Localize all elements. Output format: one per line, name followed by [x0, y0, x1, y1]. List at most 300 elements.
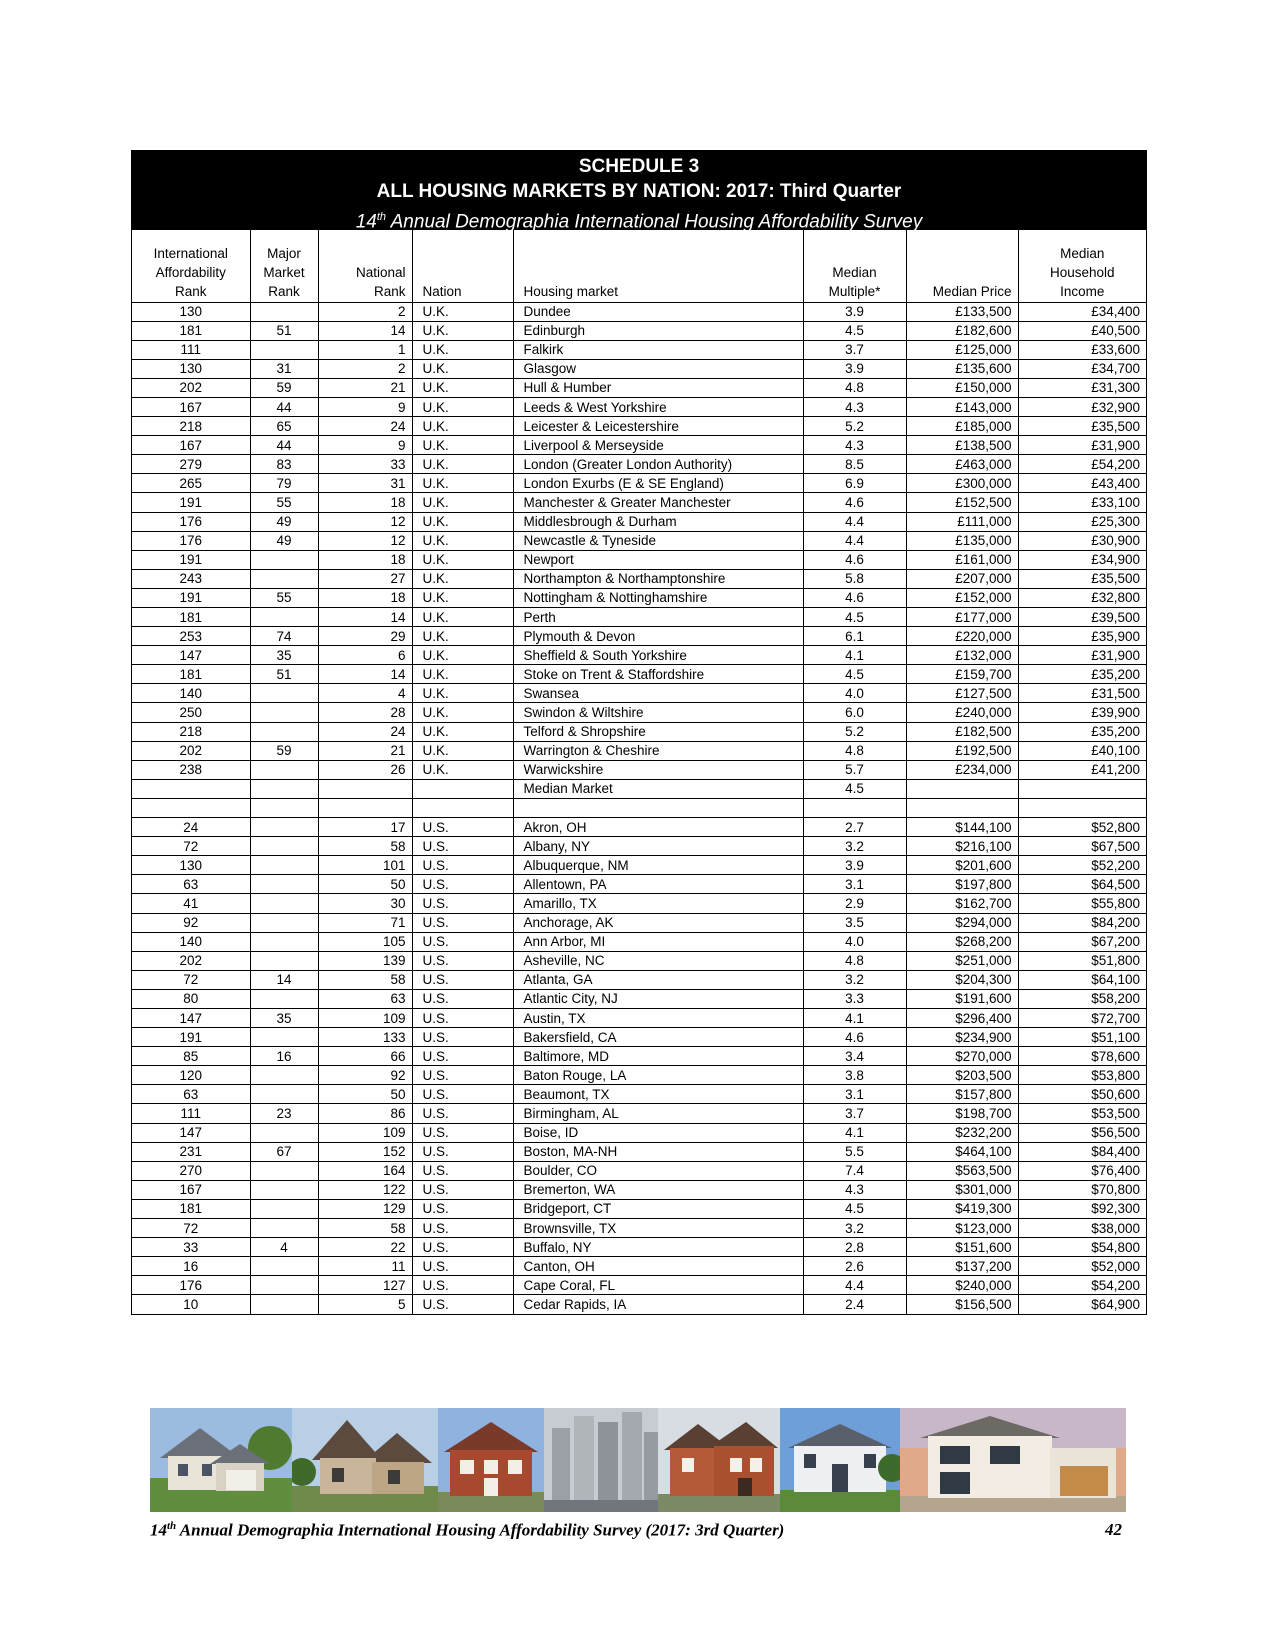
median-multiple-cell: 3.5: [803, 913, 906, 932]
median-income-cell: £30,900: [1018, 531, 1146, 550]
housing-market-cell: Beaumont, TX: [513, 1085, 803, 1104]
intl-rank-cell: 140: [132, 932, 250, 951]
housing-market-cell: Asheville, NC: [513, 951, 803, 970]
median-multiple-cell: 4.3: [803, 397, 906, 416]
housing-market-cell: [513, 798, 803, 817]
intl-rank-cell: 167: [132, 436, 250, 455]
housing-market-cell: Amarillo, TX: [513, 894, 803, 913]
housing-market-cell: Atlantic City, NJ: [513, 989, 803, 1008]
col-header-major-rank: Major Market Rank: [250, 230, 318, 302]
housing-market-cell: Median Market: [513, 779, 803, 798]
intl-rank-cell: 218: [132, 417, 250, 436]
major-rank-cell: 83: [250, 455, 318, 474]
major-rank-cell: 51: [250, 321, 318, 340]
nation-cell: U.K.: [412, 569, 513, 588]
major-rank-cell: [250, 703, 318, 722]
intl-rank-cell: 85: [132, 1047, 250, 1066]
intl-rank-cell: 181: [132, 608, 250, 627]
housing-market-cell: Swindon & Wiltshire: [513, 703, 803, 722]
nation-cell: U.S.: [412, 1295, 513, 1314]
header-row: [132, 230, 1146, 302]
median-price-cell: $201,600: [906, 856, 1018, 875]
major-rank-cell: [250, 951, 318, 970]
intl-rank-cell: 191: [132, 1028, 250, 1047]
page-number: 42: [1105, 1520, 1122, 1539]
table-row: [132, 1161, 1146, 1180]
median-price-cell: $216,100: [906, 837, 1018, 856]
national-rank-cell: 14: [318, 608, 412, 627]
nation-cell: U.K.: [412, 550, 513, 569]
table-row: [132, 321, 1146, 340]
major-rank-cell: [250, 1161, 318, 1180]
nation-cell: U.K.: [412, 741, 513, 760]
col-header-nation: Nation: [412, 230, 513, 302]
table-row: [132, 1180, 1146, 1199]
major-rank-cell: 59: [250, 741, 318, 760]
median-income-cell: £43,400: [1018, 474, 1146, 493]
housing-market-cell: Cedar Rapids, IA: [513, 1295, 803, 1314]
schedule-table-frame: [131, 150, 1147, 1315]
table-row: [132, 512, 1146, 531]
median-multiple-cell: 5.5: [803, 1142, 906, 1161]
intl-rank-cell: 147: [132, 646, 250, 665]
house-photo: [438, 1408, 544, 1512]
median-income-cell: $54,800: [1018, 1238, 1146, 1257]
median-price-cell: [906, 779, 1018, 798]
national-rank-cell: 22: [318, 1238, 412, 1257]
national-rank-cell: 4: [318, 684, 412, 703]
national-rank-cell: 14: [318, 321, 412, 340]
major-rank-cell: [250, 684, 318, 703]
major-rank-cell: [250, 913, 318, 932]
major-rank-cell: 49: [250, 531, 318, 550]
nation-cell: U.K.: [412, 531, 513, 550]
median-price-cell: $294,000: [906, 913, 1018, 932]
median-multiple-cell: 5.8: [803, 569, 906, 588]
nation-cell: U.K.: [412, 340, 513, 359]
intl-rank-cell: 176: [132, 512, 250, 531]
median-income-cell: $53,800: [1018, 1066, 1146, 1085]
nation-cell: U.K.: [412, 302, 513, 321]
table-row: [132, 1123, 1146, 1142]
housing-market-cell: Baltimore, MD: [513, 1047, 803, 1066]
median-price-cell: $301,000: [906, 1180, 1018, 1199]
median-multiple-cell: 4.1: [803, 646, 906, 665]
national-rank-cell: 58: [318, 970, 412, 989]
major-rank-cell: [250, 837, 318, 856]
major-rank-cell: 35: [250, 646, 318, 665]
intl-rank-cell: 33: [132, 1238, 250, 1257]
median-multiple-cell: 7.4: [803, 1161, 906, 1180]
major-rank-cell: [250, 1180, 318, 1199]
median-income-cell: £32,900: [1018, 397, 1146, 416]
table-row: [132, 798, 1146, 817]
intl-rank-cell: 176: [132, 1276, 250, 1295]
major-rank-cell: [250, 569, 318, 588]
national-rank-cell: 21: [318, 378, 412, 397]
house-photo: [658, 1408, 780, 1512]
median-income-cell: $64,100: [1018, 970, 1146, 989]
intl-rank-cell: 181: [132, 1199, 250, 1218]
median-multiple-cell: 4.5: [803, 1199, 906, 1218]
table-row: [132, 1295, 1146, 1314]
national-rank-cell: 14: [318, 665, 412, 684]
nation-cell: U.S.: [412, 837, 513, 856]
intl-rank-cell: 72: [132, 1219, 250, 1238]
median-price-cell: £111,000: [906, 512, 1018, 531]
table-row: [132, 1219, 1146, 1238]
intl-rank-cell: 80: [132, 989, 250, 1008]
national-rank-cell: 86: [318, 1104, 412, 1123]
housing-market-cell: Swansea: [513, 684, 803, 703]
median-income-cell: £35,500: [1018, 417, 1146, 436]
median-price-cell: $157,800: [906, 1085, 1018, 1104]
col-header-income: Median Household Income: [1018, 230, 1146, 302]
median-multiple-cell: 4.3: [803, 436, 906, 455]
median-price-cell: $151,600: [906, 1238, 1018, 1257]
national-rank-cell: 9: [318, 436, 412, 455]
median-price-cell: £234,000: [906, 760, 1018, 779]
table-row: [132, 474, 1146, 493]
median-multiple-cell: 3.9: [803, 359, 906, 378]
national-rank-cell: 9: [318, 397, 412, 416]
housing-market-cell: Perth: [513, 608, 803, 627]
housing-market-cell: Newport: [513, 550, 803, 569]
housing-market-cell: Leicester & Leicestershire: [513, 417, 803, 436]
table-row: [132, 417, 1146, 436]
housing-market-cell: Ann Arbor, MI: [513, 932, 803, 951]
footer-title: Annual Demographia International Housing Affordability Survey (2017: 3rd Quarter): [176, 1520, 785, 1540]
table-row: [132, 970, 1146, 989]
median-income-cell: £34,900: [1018, 550, 1146, 569]
major-rank-cell: [250, 779, 318, 798]
intl-rank-cell: 202: [132, 741, 250, 760]
major-rank-cell: 44: [250, 436, 318, 455]
median-price-cell: £192,500: [906, 741, 1018, 760]
table-row: [132, 646, 1146, 665]
median-price-cell: £135,000: [906, 531, 1018, 550]
major-rank-cell: 49: [250, 512, 318, 531]
national-rank-cell: 26: [318, 760, 412, 779]
nation-cell: U.K.: [412, 703, 513, 722]
intl-rank-cell: 250: [132, 703, 250, 722]
nation-cell: U.K.: [412, 493, 513, 512]
major-rank-cell: [250, 760, 318, 779]
median-multiple-cell: 4.6: [803, 493, 906, 512]
housing-market-cell: Falkirk: [513, 340, 803, 359]
intl-rank-cell: 147: [132, 1123, 250, 1142]
national-rank-cell: 12: [318, 512, 412, 531]
national-rank-cell: 152: [318, 1142, 412, 1161]
median-multiple-cell: 4.5: [803, 321, 906, 340]
major-rank-cell: 65: [250, 417, 318, 436]
intl-rank-cell: 253: [132, 627, 250, 646]
median-price-cell: £135,600: [906, 359, 1018, 378]
national-rank-cell: 122: [318, 1180, 412, 1199]
table-row: [132, 436, 1146, 455]
median-income-cell: £39,900: [1018, 703, 1146, 722]
major-rank-cell: [250, 875, 318, 894]
median-multiple-cell: 2.6: [803, 1257, 906, 1276]
intl-rank-cell: 24: [132, 818, 250, 837]
median-multiple-cell: 4.1: [803, 1008, 906, 1027]
national-rank-cell: 28: [318, 703, 412, 722]
nation-cell: U.K.: [412, 512, 513, 531]
table-row: [132, 397, 1146, 416]
table-row: [132, 684, 1146, 703]
nation-cell: U.K.: [412, 588, 513, 607]
col-header-price: Median Price: [906, 230, 1018, 302]
intl-rank-cell: 130: [132, 359, 250, 378]
median-multiple-cell: 4.1: [803, 1123, 906, 1142]
table-row: [132, 741, 1146, 760]
median-multiple-cell: 4.6: [803, 550, 906, 569]
intl-rank-cell: 191: [132, 588, 250, 607]
median-price-cell: £125,000: [906, 340, 1018, 359]
housing-market-cell: Cape Coral, FL: [513, 1276, 803, 1295]
housing-market-cell: Boise, ID: [513, 1123, 803, 1142]
median-income-cell: $67,200: [1018, 932, 1146, 951]
nation-cell: U.S.: [412, 1085, 513, 1104]
nation-cell: U.K.: [412, 455, 513, 474]
schedule-banner: [132, 151, 1146, 233]
housing-market-cell: Warrington & Cheshire: [513, 741, 803, 760]
national-rank-cell: 50: [318, 1085, 412, 1104]
national-rank-cell: [318, 779, 412, 798]
national-rank-cell: 21: [318, 741, 412, 760]
median-income-cell: $54,200: [1018, 1276, 1146, 1295]
median-income-cell: $56,500: [1018, 1123, 1146, 1142]
table-body: [132, 302, 1146, 1314]
national-rank-cell: 24: [318, 722, 412, 741]
nation-cell: U.S.: [412, 894, 513, 913]
major-rank-cell: [250, 1219, 318, 1238]
median-multiple-cell: 4.4: [803, 512, 906, 531]
table-row: [132, 378, 1146, 397]
major-rank-cell: 55: [250, 493, 318, 512]
housing-market-cell: Akron, OH: [513, 818, 803, 837]
median-income-cell: £41,200: [1018, 760, 1146, 779]
major-rank-cell: 31: [250, 359, 318, 378]
nation-cell: U.K.: [412, 417, 513, 436]
median-multiple-cell: 3.2: [803, 837, 906, 856]
median-multiple-cell: 4.6: [803, 1028, 906, 1047]
table-row: [132, 627, 1146, 646]
nation-cell: U.S.: [412, 1257, 513, 1276]
nation-cell: U.K.: [412, 436, 513, 455]
housing-market-cell: Manchester & Greater Manchester: [513, 493, 803, 512]
national-rank-cell: 139: [318, 951, 412, 970]
table-row: [132, 1104, 1146, 1123]
intl-rank-cell: 120: [132, 1066, 250, 1085]
median-income-cell: $50,600: [1018, 1085, 1146, 1104]
median-multiple-cell: 2.8: [803, 1238, 906, 1257]
median-price-cell: $156,500: [906, 1295, 1018, 1314]
nation-cell: U.S.: [412, 818, 513, 837]
median-price-cell: £161,000: [906, 550, 1018, 569]
intl-rank-cell: 130: [132, 856, 250, 875]
intl-rank-cell: 238: [132, 760, 250, 779]
intl-rank-cell: 10: [132, 1295, 250, 1314]
median-multiple-cell: [803, 798, 906, 817]
national-rank-cell: 1: [318, 340, 412, 359]
intl-rank-cell: [132, 798, 250, 817]
median-income-cell: $64,900: [1018, 1295, 1146, 1314]
housing-market-cell: Leeds & West Yorkshire: [513, 397, 803, 416]
table-row: [132, 951, 1146, 970]
house-photo: [900, 1408, 1126, 1512]
house-photo: [544, 1408, 658, 1512]
table-row: [132, 760, 1146, 779]
intl-rank-cell: 72: [132, 970, 250, 989]
median-price-cell: $234,900: [906, 1028, 1018, 1047]
national-rank-cell: 5: [318, 1295, 412, 1314]
median-multiple-cell: 4.5: [803, 665, 906, 684]
national-rank-cell: 30: [318, 894, 412, 913]
nation-cell: [412, 798, 513, 817]
major-rank-cell: [250, 1066, 318, 1085]
table-row: [132, 550, 1146, 569]
major-rank-cell: [250, 302, 318, 321]
median-price-cell: $198,700: [906, 1104, 1018, 1123]
median-price-cell: £138,500: [906, 436, 1018, 455]
median-income-cell: [1018, 779, 1146, 798]
intl-rank-cell: 176: [132, 531, 250, 550]
major-rank-cell: [250, 1123, 318, 1142]
intl-rank-cell: 16: [132, 1257, 250, 1276]
table-row: [132, 1028, 1146, 1047]
median-multiple-cell: 4.8: [803, 951, 906, 970]
major-rank-cell: [250, 932, 318, 951]
median-income-cell: $38,000: [1018, 1219, 1146, 1238]
intl-rank-cell: 279: [132, 455, 250, 474]
intl-rank-cell: 111: [132, 340, 250, 359]
nation-cell: U.K.: [412, 684, 513, 703]
nation-cell: U.S.: [412, 856, 513, 875]
table-row: [132, 894, 1146, 913]
median-multiple-cell: 4.3: [803, 1180, 906, 1199]
median-income-cell: £35,500: [1018, 569, 1146, 588]
table-row: [132, 1238, 1146, 1257]
table-row: [132, 932, 1146, 951]
nation-cell: U.K.: [412, 665, 513, 684]
median-income-cell: $51,800: [1018, 951, 1146, 970]
housing-market-cell: Albuquerque, NM: [513, 856, 803, 875]
nation-cell: U.K.: [412, 608, 513, 627]
nation-cell: U.S.: [412, 1008, 513, 1027]
major-rank-cell: 4: [250, 1238, 318, 1257]
major-rank-cell: [250, 856, 318, 875]
median-multiple-cell: 2.9: [803, 894, 906, 913]
major-rank-cell: [250, 818, 318, 837]
housing-market-cell: Sheffield & South Yorkshire: [513, 646, 803, 665]
median-multiple-cell: 6.0: [803, 703, 906, 722]
median-income-cell: £31,500: [1018, 684, 1146, 703]
housing-market-cell: London (Greater London Authority): [513, 455, 803, 474]
intl-rank-cell: 63: [132, 875, 250, 894]
median-price-cell: $251,000: [906, 951, 1018, 970]
nation-cell: U.K.: [412, 722, 513, 741]
median-price-cell: £152,000: [906, 588, 1018, 607]
national-rank-cell: 58: [318, 1219, 412, 1238]
median-income-cell: £40,100: [1018, 741, 1146, 760]
national-rank-cell: 24: [318, 417, 412, 436]
major-rank-cell: [250, 608, 318, 627]
housing-market-cell: Boston, MA-NH: [513, 1142, 803, 1161]
median-income-cell: $67,500: [1018, 837, 1146, 856]
major-rank-cell: 74: [250, 627, 318, 646]
median-price-cell: £185,000: [906, 417, 1018, 436]
major-rank-cell: [250, 550, 318, 569]
housing-market-cell: Buffalo, NY: [513, 1238, 803, 1257]
intl-rank-cell: 191: [132, 550, 250, 569]
nation-cell: U.K.: [412, 359, 513, 378]
table-row: [132, 493, 1146, 512]
table-row: [132, 588, 1146, 607]
intl-rank-cell: 270: [132, 1161, 250, 1180]
median-price-cell: $204,300: [906, 970, 1018, 989]
median-price-cell: [906, 798, 1018, 817]
median-income-cell: £54,200: [1018, 455, 1146, 474]
median-price-cell: $563,500: [906, 1161, 1018, 1180]
table-row: [132, 1257, 1146, 1276]
median-income-cell: $53,500: [1018, 1104, 1146, 1123]
national-rank-cell: 129: [318, 1199, 412, 1218]
intl-rank-cell: 243: [132, 569, 250, 588]
median-multiple-cell: 3.1: [803, 1085, 906, 1104]
nation-cell: U.S.: [412, 951, 513, 970]
major-rank-cell: [250, 798, 318, 817]
survey-title: Annual Demographia International Housing Affordability Survey: [386, 211, 923, 233]
housing-market-cell: Dundee: [513, 302, 803, 321]
nation-cell: U.S.: [412, 1238, 513, 1257]
median-price-cell: £150,000: [906, 378, 1018, 397]
median-income-cell: £31,900: [1018, 646, 1146, 665]
housing-market-cell: Liverpool & Merseyside: [513, 436, 803, 455]
national-rank-cell: 164: [318, 1161, 412, 1180]
intl-rank-cell: 202: [132, 951, 250, 970]
nation-cell: U.S.: [412, 989, 513, 1008]
nation-cell: U.S.: [412, 970, 513, 989]
table-row: [132, 856, 1146, 875]
median-price-cell: £207,000: [906, 569, 1018, 588]
intl-rank-cell: 181: [132, 665, 250, 684]
median-income-cell: $52,800: [1018, 818, 1146, 837]
nation-cell: U.K.: [412, 760, 513, 779]
median-price-cell: £300,000: [906, 474, 1018, 493]
median-income-cell: [1018, 798, 1146, 817]
major-rank-cell: [250, 1085, 318, 1104]
median-price-cell: £182,600: [906, 321, 1018, 340]
page-footer: [150, 1520, 1126, 1541]
median-price-cell: $197,800: [906, 875, 1018, 894]
median-multiple-cell: 5.2: [803, 722, 906, 741]
median-price-cell: $162,700: [906, 894, 1018, 913]
median-income-cell: $58,200: [1018, 989, 1146, 1008]
median-income-cell: £33,100: [1018, 493, 1146, 512]
nation-cell: U.S.: [412, 1199, 513, 1218]
table-row: [132, 989, 1146, 1008]
housing-market-cell: Warwickshire: [513, 760, 803, 779]
national-rank-cell: 17: [318, 818, 412, 837]
median-multiple-cell: 3.9: [803, 856, 906, 875]
national-rank-cell: 31: [318, 474, 412, 493]
housing-market-cell: London Exurbs (E & SE England): [513, 474, 803, 493]
median-price-cell: £463,000: [906, 455, 1018, 474]
national-rank-cell: 133: [318, 1028, 412, 1047]
housing-market-cell: Plymouth & Devon: [513, 627, 803, 646]
nation-cell: U.K.: [412, 646, 513, 665]
